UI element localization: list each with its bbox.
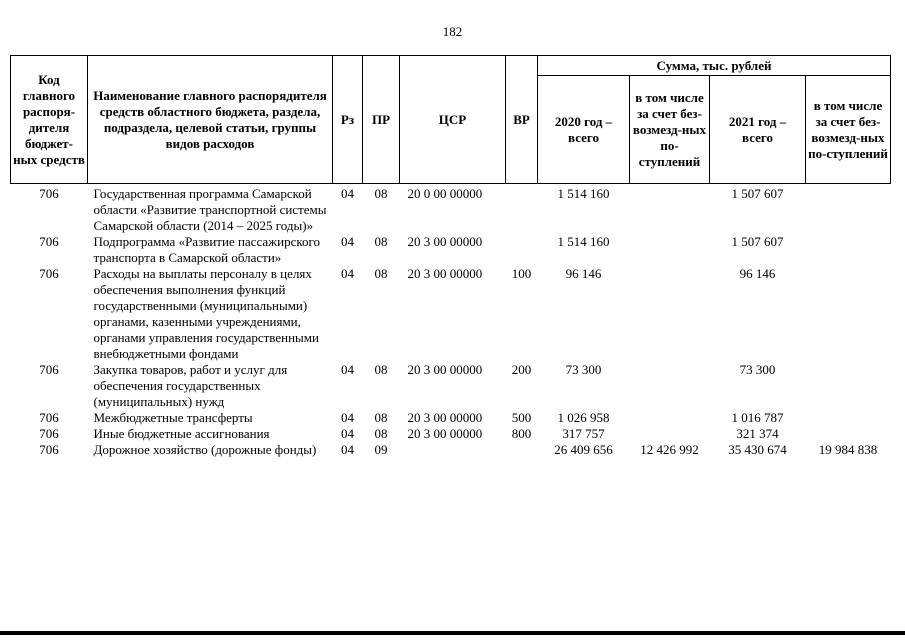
cell-pr: 09 [374, 442, 388, 457]
table-row [11, 426, 891, 442]
cell-rz: 04 [341, 234, 354, 249]
table-row [11, 362, 891, 410]
cell-code: 706 [39, 266, 59, 281]
table-row [11, 266, 891, 362]
table-row [11, 184, 891, 235]
cell-name: Расходы на выплаты персоналу в целях обеспечения выполнения функций государственными (муниципальными) органами, казенными учреждениями, органами управления государственными внебюджетными фондами [93, 266, 319, 361]
cell-vr: 200 [511, 362, 532, 377]
cell-name: Государственная программа Самарской области «Развитие транспортной системы Самарской области (2014 – 2025 годы)» [93, 186, 327, 233]
cell-code: 706 [39, 426, 59, 441]
cell-y2021-free [806, 410, 891, 426]
header-2020-free: в том числе за счет без-возмезд-ных по-ступлений [630, 76, 710, 184]
cell-rz: 04 [341, 362, 354, 377]
header-2021-free: в том числе за счет без-возмезд-ных по-ступлений [806, 76, 891, 184]
cell-rz: 04 [341, 426, 354, 441]
cell-name: Дорожное хозяйство (дорожные фонды) [93, 442, 317, 457]
cell-y2021: 35 430 674 [728, 442, 787, 457]
page-number: 182 [442, 24, 463, 39]
table-row [11, 234, 891, 266]
cell-csr: 20 3 00 00000 [407, 266, 483, 281]
cell-y2020: 26 409 656 [554, 442, 613, 457]
header-2020-total: 2020 год – всего [538, 76, 630, 184]
cell-rz: 04 [341, 410, 354, 425]
budget-table [10, 55, 891, 458]
cell-csr: 20 3 00 00000 [407, 410, 483, 425]
cell-y2020-free [630, 362, 710, 410]
header-name: Наименование главного распорядителя средств областного бюджета, раздела, подраздела, целевой статьи, группы видов расходов [88, 56, 333, 184]
cell-y2021-free [806, 362, 891, 410]
cell-pr: 08 [374, 186, 388, 201]
cell-csr: 20 3 00 00000 [407, 234, 483, 249]
cell-rz: 04 [341, 186, 354, 201]
cell-name: Иные бюджетные ассигнования [93, 426, 270, 441]
table-row [11, 410, 891, 426]
cell-csr [400, 442, 506, 458]
cell-name: Закупка товаров, работ и услуг для обеспечения государственных (муниципальных) нужд [93, 362, 288, 409]
cell-vr [506, 442, 538, 458]
table-header [11, 56, 891, 184]
cell-y2021-free [806, 184, 891, 235]
cell-vr: 100 [511, 266, 532, 281]
cell-code: 706 [39, 410, 59, 425]
cell-csr: 20 0 00 00000 [407, 186, 483, 201]
cell-y2020: 73 300 [565, 362, 602, 377]
cell-vr: 800 [511, 426, 532, 441]
cell-y2020: 1 514 160 [557, 186, 610, 201]
cell-pr: 08 [374, 234, 388, 249]
page-bottom-rule [0, 631, 905, 635]
cell-code: 706 [39, 234, 59, 249]
cell-y2020-free [630, 266, 710, 362]
cell-y2020: 96 146 [565, 266, 602, 281]
cell-vr [506, 184, 538, 235]
cell-name: Межбюджетные трансферты [93, 410, 253, 425]
cell-y2021: 73 300 [739, 362, 776, 377]
cell-y2021-free: 19 984 838 [818, 442, 878, 457]
cell-code: 706 [39, 362, 59, 377]
cell-vr [506, 234, 538, 266]
cell-csr: 20 3 00 00000 [407, 362, 483, 377]
cell-y2021: 96 146 [739, 266, 776, 281]
cell-y2021: 1 507 607 [731, 186, 784, 201]
cell-name: Подпрограмма «Развитие пассажирского транспорта в Самарской области» [93, 234, 321, 265]
cell-pr: 08 [374, 362, 388, 377]
table-body [11, 184, 891, 459]
cell-pr: 08 [374, 426, 388, 441]
header-sum-group: Сумма, тыс. рублей [538, 56, 891, 76]
cell-pr: 08 [374, 266, 388, 281]
table-row [11, 442, 891, 458]
header-pr: ПР [363, 56, 400, 184]
cell-y2021-free [806, 426, 891, 442]
cell-y2020: 1 514 160 [557, 234, 610, 249]
cell-code: 706 [39, 186, 59, 201]
cell-y2021: 1 016 787 [731, 410, 784, 425]
cell-y2020-free [630, 234, 710, 266]
cell-y2020: 1 026 958 [557, 410, 610, 425]
cell-y2021-free [806, 266, 891, 362]
cell-y2020-free [630, 426, 710, 442]
cell-vr: 500 [511, 410, 532, 425]
cell-rz: 04 [341, 266, 354, 281]
cell-code: 706 [39, 442, 59, 457]
cell-y2021: 1 507 607 [731, 234, 784, 249]
cell-y2020-free: 12 426 992 [640, 442, 699, 457]
header-vr: ВР [506, 56, 538, 184]
header-code: Код главного распоря-дителя бюджет-ных средств [11, 56, 88, 184]
cell-y2020-free [630, 410, 710, 426]
header-rz: Рз [333, 56, 363, 184]
header-csr: ЦСР [400, 56, 506, 184]
cell-rz: 04 [341, 442, 354, 457]
cell-y2021: 321 374 [736, 426, 779, 441]
header-2021-total: 2021 год – всего [710, 76, 806, 184]
cell-y2021-free [806, 234, 891, 266]
cell-y2020: 317 757 [562, 426, 605, 441]
cell-csr: 20 3 00 00000 [407, 426, 483, 441]
cell-y2020-free [630, 184, 710, 235]
cell-pr: 08 [374, 410, 388, 425]
